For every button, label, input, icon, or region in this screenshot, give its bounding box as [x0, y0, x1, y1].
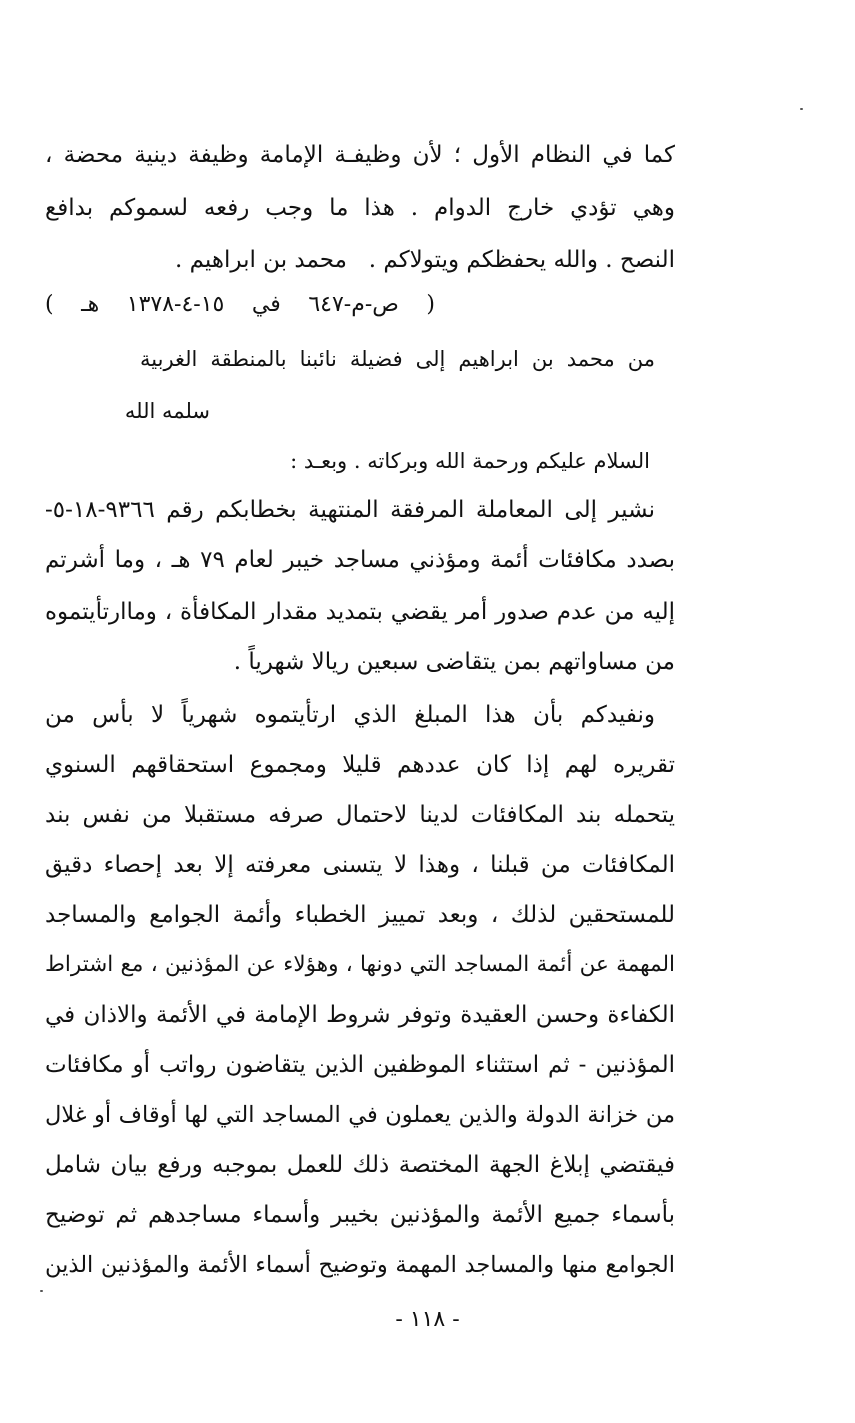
paragraph-2-line: تقريره لهم إذا كان عددهم قليلا ومجموع استحقاقهم السنوي	[45, 752, 675, 778]
paragraph-1-line: إليه من عدم صدور أمر يقضي بتمديد مقدار المكافأة ، وماارتأيتموه	[45, 599, 675, 625]
paragraph-2-line: فيقتضي إبلاغ الجهة المختصة ذلك للعمل بموجبه ورفع بيان شامل	[45, 1152, 675, 1178]
paragraph-2-line: المكافئات من قبلنا ، وهذا لا يتسنى معرفته إلا بعد إحصاء دقيق	[45, 852, 675, 878]
page-number: - ١١٨ -	[395, 1307, 460, 1332]
scan-speck	[40, 1290, 43, 1292]
reference-number: ( ص-م-٦٤٧ في ١٥-٤-١٣٧٨ هـ )	[45, 292, 436, 317]
closing-row	[45, 245, 675, 275]
signature: محمد بن ابراهيم .	[175, 247, 347, 273]
paragraph-2-line: بأسماء جميع الأئمة والمؤذنين بخيبر وأسماء مساجدهم ثم توضيح	[45, 1202, 675, 1228]
closing-line: النصح . والله يحفظكم ويتولاكم .	[368, 247, 675, 273]
paragraph-2-line: يتحمله بند المكافئات لدينا لاحتمال صرفه مستقبلا من نفس بند	[45, 802, 675, 828]
scan-speck	[800, 108, 803, 110]
paragraph-2-line: من خزانة الدولة والذين يعملون في المساجد التي لها أوقاف أو غلال	[45, 1102, 675, 1128]
text-line: كما في النظام الأول ؛ لأن وظيفـة الإمامة وظيفة دينية محضة ،	[45, 142, 675, 168]
greeting: السلام عليكم ورحمة الله وبركاته . وبعـد :	[290, 449, 650, 473]
paragraph-1-line: بصدد مكافئات أئمة ومؤذني مساجد خيبر لعام ٧٩ هـ ، وما أشرتم	[45, 547, 675, 573]
paragraph-2-line: المهمة عن أئمة المساجد التي دونها ، وهؤلاء عن المؤذنين ، مع اشتراط	[45, 952, 675, 977]
paragraph-1-line: من مساواتهم بمن يتقاضى سبعين ريالا شهرياً .	[233, 649, 675, 675]
blessing: سلمه الله	[124, 399, 210, 423]
paragraph-2-line: ونفيدكم بأن هذا المبلغ الذي ارتأيتموه شهرياً لا بأس من	[45, 702, 655, 728]
paragraph-1-line: نشير إلى المعاملة المرفقة المنتهية بخطابكم رقم ٩٣٦٦-١٨-٥-	[45, 497, 655, 523]
paragraph-2-line: الجوامع منها والمساجد المهمة وتوضيح أسماء الأئمة والمؤذنين الذين	[45, 1252, 675, 1278]
paragraph-2-line: الكفاءة وحسن العقيدة وتوفر شروط الإمامة في الأئمة والاذان في	[45, 1002, 675, 1028]
text-line: وهي تؤدي خارج الدوام . هذا ما وجب رفعه لسموكم بدافع	[45, 195, 675, 221]
paragraph-2-line: المؤذنين - ثم استثناء الموظفين الذين يتقاضون رواتب أو مكافئات	[45, 1052, 675, 1078]
letter-heading: من محمد بن ابراهيم إلى فضيلة نائبنا بالمنطقة الغربية	[140, 347, 655, 371]
paragraph-2-line: للمستحقين لذلك ، وبعد تمييز الخطباء وأئمة الجوامع والمساجد	[45, 902, 675, 928]
